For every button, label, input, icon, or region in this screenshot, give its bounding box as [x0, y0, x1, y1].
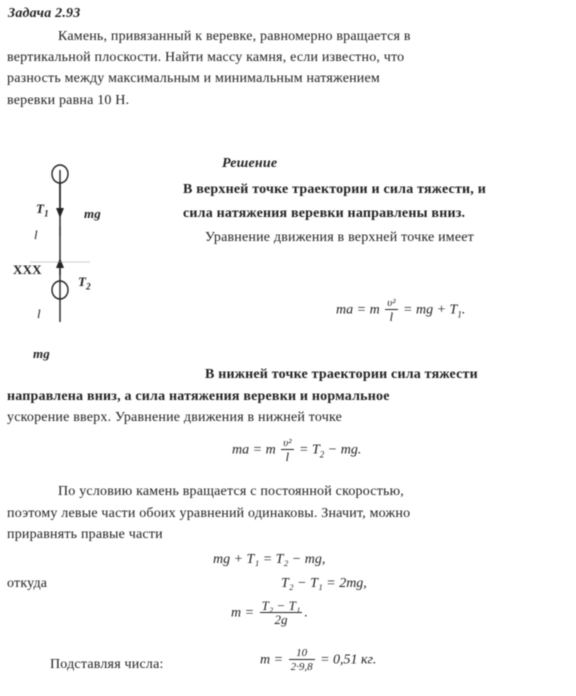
label-mg-top: mg — [84, 206, 102, 221]
equation-mass: m = $\frac{\text{T₂ − T₁}}{2g}$ . — [231, 598, 308, 627]
statement-line-2: вертикальной плоскости. Найти массу камня, если известно, что — [7, 50, 405, 65]
top-eq-intro: Уравнение движения в верхней точке имеет — [205, 230, 474, 245]
bottom-point-line-2: направлена вниз, а сила натяжения веревки и нормальное — [7, 389, 390, 404]
equation-bottom: ma = m $\frac{\text{υ²}}{l}$ = $T_2$ − mg. — [232, 437, 362, 464]
label-l-lower: l — [37, 306, 41, 321]
top-point-line-1: В верхней точке траектории и сила тяжести, и — [183, 182, 486, 197]
bottom-point-line-3: ускорение вверх. Уравнение движения в нижней точке — [7, 410, 343, 425]
equation-equate: mg + T₁ = T₂ − mg, — [213, 552, 326, 567]
equation-top: ma = m $\frac{\text{υ²}}{l}$ = mg + $T_1$. — [336, 297, 466, 324]
equation-difference: T₂ − T₁ = 2mg, — [281, 576, 367, 591]
condition-line-2: поэтому левые части обоих уравнений одинаковы. Значит, можно — [7, 506, 411, 521]
substitution-label: Подставляя числа: — [50, 657, 164, 672]
label-t1: $T_1$ — [36, 201, 49, 219]
label-mg-bottom: mg — [33, 346, 51, 361]
problem-title: Задача 2.93 — [8, 6, 81, 21]
top-point-line-2: сила натяжения веревки направлены вниз. — [183, 206, 466, 221]
condition-line-1: По условию камень вращается с постоянной скоростью, — [58, 484, 404, 499]
label-t2: $T_2$ — [78, 274, 91, 292]
statement-line-1: Камень, привязанный к веревке, равномерно вращается в — [58, 29, 411, 44]
label-l-upper: l — [34, 227, 38, 242]
label-xxx: XXX — [13, 262, 42, 277]
condition-line-3: приравнять правые части — [7, 527, 163, 542]
statement-line-4: веревки равна 10 Н. — [7, 93, 130, 108]
equation-result: m = $\frac{10}{2\cdot 9,8}$ = 0,51 кг. — [260, 647, 377, 673]
otkuda-label: откуда — [7, 576, 48, 591]
solution-heading: Решение — [222, 156, 278, 171]
statement-line-3: разность между максимальным и минимальным натяжением — [7, 71, 380, 86]
bottom-point-line-1: В нижней точке траектории сила тяжести — [205, 367, 478, 382]
